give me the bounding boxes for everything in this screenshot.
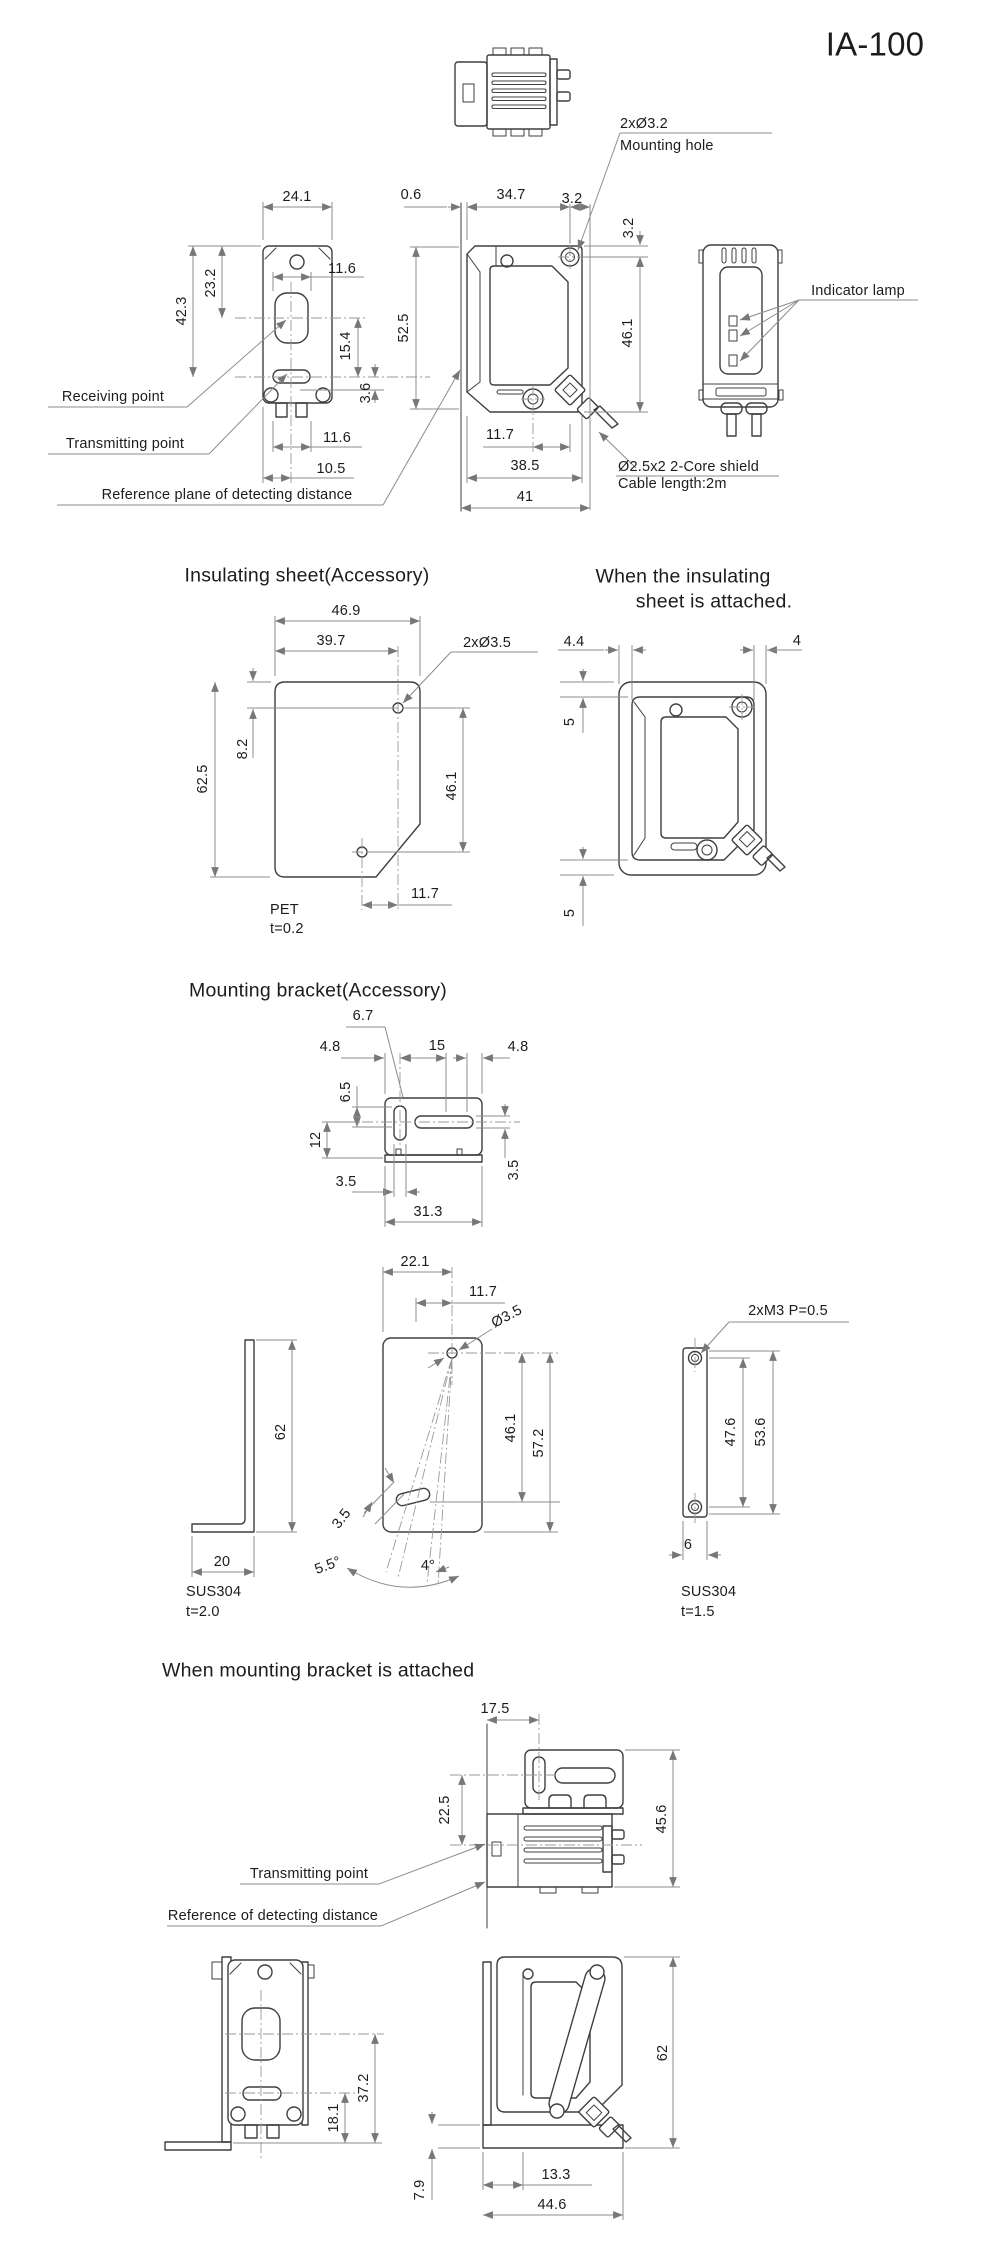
- dim-bracket-12: 12: [307, 1131, 324, 1149]
- label-cable-length: Cable length:2m: [618, 475, 727, 492]
- title-insulating-sheet: Insulating sheet(Accessory): [184, 564, 430, 587]
- dim-plate-22-1: 22.1: [400, 1253, 430, 1270]
- dim-side-52-5: 52.5: [395, 313, 412, 343]
- bracket-side-view: [192, 1340, 297, 1577]
- dim-rplate-6: 6: [683, 1536, 693, 1553]
- dim-front-height-42-3: 42.3: [173, 296, 190, 326]
- dim-attached-4: 4: [792, 632, 802, 649]
- label-reference-plane: Reference plane of detecting distance: [101, 486, 353, 503]
- dim-att-17-5: 17.5: [480, 1700, 510, 1717]
- dim-bracket-4-8-left: 4.8: [319, 1038, 341, 1055]
- label-mounting-hole-qty: 2xØ3.2: [620, 115, 668, 132]
- rear-view: [699, 245, 918, 436]
- dim-att2-7-9: 7.9: [411, 2179, 428, 2201]
- title-sheet-attached-line2: sheet is attached.: [635, 590, 793, 613]
- dim-plate-11-7: 11.7: [469, 1283, 497, 1300]
- product-title: IA-100: [825, 25, 925, 63]
- dim-bracket-6-7: 6.7: [352, 1007, 374, 1024]
- bracket-rear-plate-view: [669, 1322, 849, 1560]
- dim-bracket-3-5-right: 3.5: [505, 1159, 522, 1181]
- bracket-front-view: [347, 1267, 560, 1587]
- label-receiving-point: Receiving point: [61, 388, 165, 405]
- label-sheet-material: PET: [270, 901, 299, 918]
- dim-bracket-31-3: 31.3: [413, 1203, 443, 1220]
- label-rplate-thread: 2xM3 P=0.5: [748, 1302, 828, 1319]
- dim-front-11-6-bottom: 11.6: [323, 429, 351, 446]
- dim-bracket-6-5: 6.5: [337, 1081, 354, 1103]
- dim-attached-5-bottom: 5: [561, 908, 578, 918]
- dim-bracket-15: 15: [428, 1037, 446, 1054]
- dim-plate-slot-3-5: 3.5: [329, 1505, 355, 1532]
- label-sheet-holes: 2xØ3.5: [463, 634, 511, 651]
- label-att-transmitting-point: Transmitting point: [249, 1865, 369, 1882]
- dim-attached-4-4: 4.4: [563, 633, 585, 650]
- dim-rplate-47-6: 47.6: [722, 1417, 739, 1447]
- label-rplate-material: SUS304: [681, 1583, 737, 1600]
- dim-side-41: 41: [516, 488, 534, 505]
- label-cable-spec: Ø2.5x2 2-Core shield: [618, 458, 760, 475]
- title-sheet-attached-line1: When the insulating: [595, 565, 771, 588]
- dim-att2-13-3: 13.3: [541, 2166, 571, 2183]
- label-lbracket-thickness: t=2.0: [186, 1603, 220, 1620]
- dim-plate-angle-5-5: 5.5°: [312, 1553, 344, 1578]
- dim-att-18-1: 18.1: [325, 2103, 342, 2133]
- dim-front-23-2: 23.2: [202, 268, 219, 298]
- attached-side-view: [167, 1714, 680, 1928]
- label-transmitting-point: Transmitting point: [65, 435, 185, 452]
- dim-sheet-11-7: 11.7: [411, 885, 439, 902]
- dim-front-3-6: 3.6: [357, 382, 374, 404]
- dim-attached-5-top: 5: [561, 717, 578, 727]
- label-lbracket-material: SUS304: [186, 1583, 242, 1600]
- dim-front-11-6-top: 11.6: [328, 260, 356, 277]
- dim-sheet-39-7: 39.7: [316, 632, 346, 649]
- dim-bracket-4-8-right: 4.8: [507, 1038, 529, 1055]
- attached-front-view: [165, 1957, 384, 2160]
- dim-lbracket-62: 62: [272, 1423, 289, 1441]
- bracket-top-view: [319, 1027, 520, 1227]
- insulating-sheet-view: [210, 616, 538, 910]
- dim-side-3-2-right: 3.2: [620, 217, 637, 239]
- front-view: [48, 202, 460, 505]
- dim-side-46-1: 46.1: [619, 318, 636, 348]
- dim-att-37-2: 37.2: [355, 2073, 372, 2103]
- label-rplate-thickness: t=1.5: [681, 1603, 715, 1620]
- dim-rplate-53-6: 53.6: [752, 1417, 769, 1447]
- insulating-attached-view: [558, 645, 802, 926]
- label-att-reference: Reference of detecting distance: [167, 1907, 379, 1924]
- dim-att2-44-6: 44.6: [537, 2196, 567, 2213]
- dim-plate-angle-4: 4°: [420, 1557, 436, 1574]
- dim-sheet-62-5: 62.5: [194, 764, 211, 794]
- label-sheet-thickness: t=0.2: [270, 920, 304, 937]
- dim-side-38-5: 38.5: [510, 457, 540, 474]
- label-mounting-hole: Mounting hole: [620, 137, 714, 154]
- dim-sheet-46-9: 46.9: [331, 602, 361, 619]
- dim-side-34-7: 34.7: [496, 186, 526, 203]
- title-bracket-attached: When mounting bracket is attached: [162, 1659, 475, 1682]
- dim-att-45-6: 45.6: [653, 1804, 670, 1834]
- dim-att-22-5: 22.5: [436, 1795, 453, 1825]
- dim-att2-62: 62: [654, 2044, 671, 2062]
- dim-side-0-6: 0.6: [400, 186, 422, 203]
- attached-side2-view: [432, 1957, 680, 2220]
- dim-bracket-3-5-left: 3.5: [335, 1173, 357, 1190]
- label-plate-hole: Ø3.5: [488, 1302, 525, 1332]
- title-mounting-bracket: Mounting bracket(Accessory): [189, 979, 447, 1002]
- dim-sheet-8-2: 8.2: [234, 738, 251, 760]
- dim-sheet-46-1: 46.1: [443, 771, 460, 801]
- dim-plate-57-2: 57.2: [530, 1428, 547, 1458]
- dim-plate-46-1: 46.1: [502, 1413, 519, 1443]
- dim-side-11-7: 11.7: [486, 426, 514, 443]
- dim-front-15-4: 15.4: [337, 331, 354, 361]
- dim-front-width: 24.1: [282, 188, 312, 205]
- side-view: [404, 133, 779, 511]
- dim-front-10-5: 10.5: [316, 460, 346, 477]
- dim-lbracket-20: 20: [213, 1553, 231, 1570]
- product-thumbnail: [455, 48, 570, 136]
- dim-side-3-2-top: 3.2: [561, 190, 583, 207]
- label-indicator-lamp: Indicator lamp: [811, 282, 905, 299]
